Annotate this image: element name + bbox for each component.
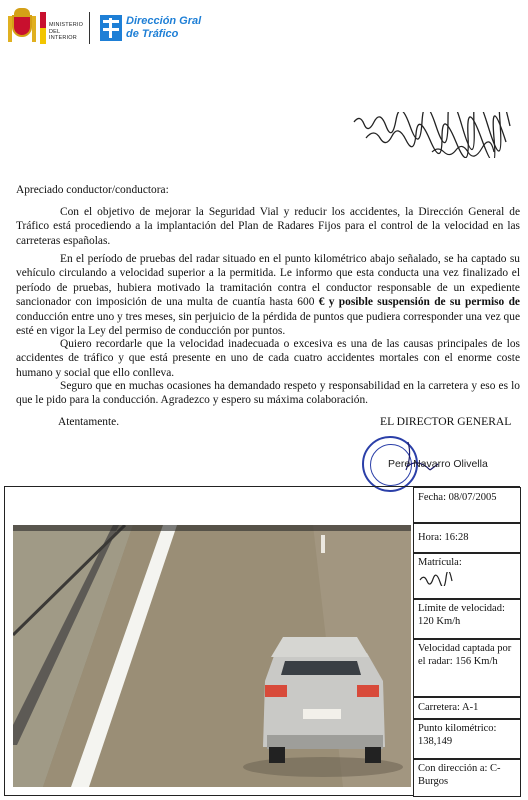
direccion-cell	[413, 759, 521, 797]
pk-value: 138,149	[418, 735, 453, 747]
carretera-cell	[413, 697, 521, 719]
limite-value: 120 Km/h	[418, 615, 461, 627]
scribbled-reference	[352, 112, 520, 158]
paragraph-2-text-b: conducción entre uno y tres meses, sin perjuicio de la pérdida de puntos que pudiera corresponder una vez que esté en vigor la Ley del permiso de conducción por puntos.	[16, 310, 520, 338]
dgt-emblem-icon	[100, 15, 122, 41]
dgt-logo	[100, 15, 201, 41]
director-name: Pere Navarro Olivella	[388, 458, 488, 470]
salutation: Apreciado conductor/conductora:	[16, 184, 169, 196]
hora-label: Hora:	[418, 532, 442, 543]
matricula-cell	[413, 553, 521, 599]
paragraph-2-text-a: En el período de pruebas del radar situado en el punto kilométrico abajo señalado, se ha captado su vehículo circulando a velocidad superior a la permitida. Le informo que esta conducta una vez finalizado el período de pruebas, hubiera motivado la tramitación contra el conductor responsable de un expediente sancionador con imposición de una multa de cuantía hasta 600	[16, 253, 520, 309]
fecha-cell	[413, 487, 521, 523]
ministerio-logo	[40, 12, 90, 44]
paragraph-2	[16, 252, 520, 338]
radar-photo	[13, 525, 411, 787]
pk-label: Punto kilométrico:	[418, 723, 497, 734]
paragraph-4: Seguro que en muchas ocasiones ha demandado respeto y responsabilidad en la carretera y eso es lo que le pido para la conducción. Agradezco y espero su máxima colaboración.	[16, 380, 520, 407]
signature	[378, 436, 488, 476]
dgt-line-2: de Tráfico	[126, 28, 179, 40]
hora-cell	[413, 523, 521, 553]
velocidad-cell	[413, 639, 521, 697]
carretera-value: A-1	[462, 702, 479, 713]
closing: Atentamente.	[58, 416, 120, 428]
coat-of-arms-icon	[8, 8, 36, 48]
fecha-label: Fecha:	[418, 492, 446, 503]
director-title: EL DIRECTOR GENERAL	[380, 415, 512, 428]
paragraph-1: Con el objetivo de mejorar la Seguridad Vial y reducir los accidentes, la Dirección General de Tráfico está procediendo a la implantación del Plan de Radares Fijos para el control de la velocidad en las carreteras españolas.	[16, 206, 520, 247]
velocidad-label: Velocidad captada por el radar:	[418, 643, 512, 667]
letterhead	[8, 8, 201, 48]
paragraph-2-bold: y posible suspensión de su permiso de	[324, 296, 520, 309]
limite-cell	[413, 599, 521, 639]
plate-scribble	[418, 572, 458, 586]
ministerio-text: MINISTERIO DEL INTERIOR	[49, 22, 84, 41]
carretera-label: Carretera:	[418, 702, 460, 713]
velocidad-value: 156 Km/h	[455, 655, 498, 667]
pk-cell	[413, 719, 521, 759]
direccion-value: C-Burgos	[418, 763, 501, 787]
limite-label: Límite de velocidad:	[418, 603, 505, 614]
fecha-value: 08/07/2005	[448, 492, 497, 503]
radar-data-table	[413, 487, 521, 797]
matricula-label: Matrícula:	[418, 557, 462, 568]
euro-symbol: €	[318, 296, 325, 309]
hora-value: 16:28	[444, 532, 469, 543]
dgt-line-1: Dirección Gral	[126, 15, 202, 27]
direccion-label: Con dirección a:	[418, 763, 488, 774]
paragraph-3: Quiero recordarle que la velocidad inadecuada o excesiva es una de las causas principales de los accidentes de tráfico y que está presente en uno de cada cuatro accidentes mortales con el enorme coste humano y social que ello conlleva.	[16, 338, 520, 379]
radar-capture-panel	[4, 486, 520, 796]
